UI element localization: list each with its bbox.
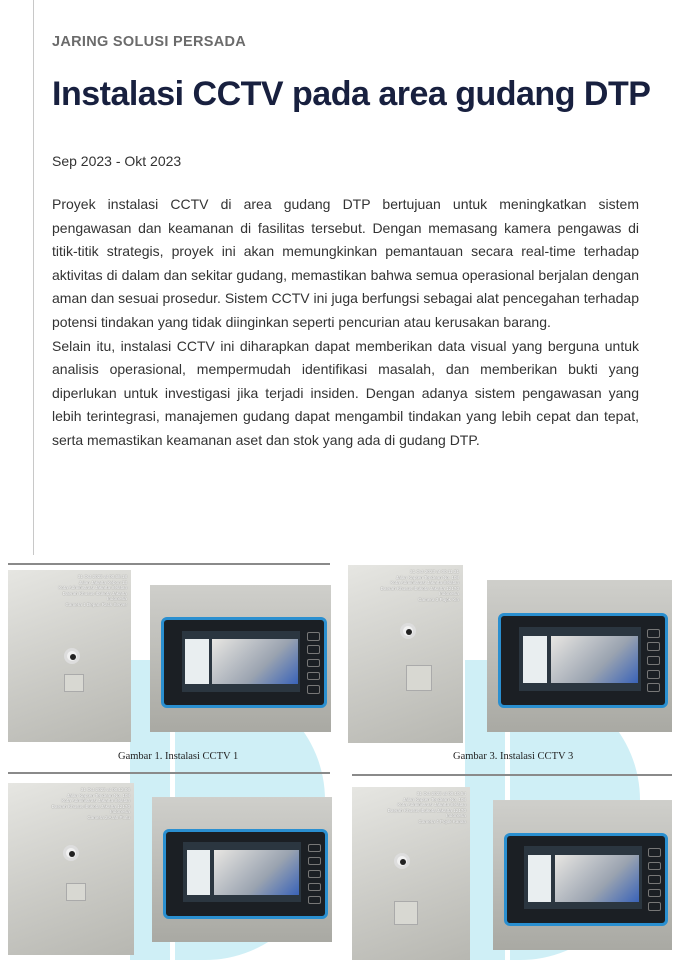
monitor-device-photo-2 xyxy=(152,797,332,942)
junction-box xyxy=(66,883,86,901)
camera-icon xyxy=(394,853,410,869)
divider xyxy=(8,563,330,565)
camera-icon xyxy=(63,845,79,861)
monitor-device-photo-4 xyxy=(493,800,672,950)
junction-box xyxy=(64,674,84,692)
photo-stamp: 31 Oct 2023 at 00.10.54 Jalan Kapten Tendean No. 108 Kota Administrasi Jakarta Selatan Daerah Khusus Ibukota Jakarta 12170 Indonesia Camera 4 Pojok Kanan xyxy=(387,791,466,824)
margin-rule xyxy=(33,0,34,555)
cctv-camera-photo-4 xyxy=(352,787,470,960)
junction-box xyxy=(406,665,432,691)
monitor-device-photo-3 xyxy=(487,580,672,732)
project-date: Sep 2023 - Okt 2023 xyxy=(52,153,182,169)
junction-box xyxy=(394,901,418,925)
paragraph: Proyek instalasi CCTV di area gudang DTP bertujuan untuk meningkatkan sistem pengawasan dan keamanan di fasilitas tersebut. Dengan memasang kamera pengawas di titik-titik strategis, proyek ini akan memungkinkan pemantauan secara real-time terhadap aktivitas di dalam dan sekitar gudang, memastikan bahwa semua operasional berjalan dengan aman dan sesuai prosedur. Sistem CCTV ini juga berfungsi sebagai alat pencegahan terhadap potensi tindakan yang tidak diinginkan seperti pencurian atau kerusakan barang. xyxy=(52,196,639,330)
camera-icon xyxy=(64,648,80,664)
monitor-device-photo-1 xyxy=(150,585,331,732)
cctv-camera-photo-1 xyxy=(8,570,131,742)
divider xyxy=(352,774,672,776)
company-name: JARING SOLUSI PERSADA xyxy=(52,34,247,50)
page-title: Instalasi CCTV pada area gudang DTP xyxy=(52,75,651,113)
photo-stamp: 31 Oct 2023 at 00.12.06 Jalan Kapten Tendean No. 108 Kota Administrasi Jakarta Selatan Daerah Khusus Ibukota Jakarta 12170 Indonesia Camera 2 Arah Pintu xyxy=(51,787,130,820)
cctv-camera-photo-2 xyxy=(8,783,134,955)
figure-caption: Gambar 1. Instalasi CCTV 1 xyxy=(118,751,239,762)
divider xyxy=(8,772,330,774)
project-description xyxy=(52,193,639,453)
paragraph: Selain itu, instalasi CCTV ini diharapkan dapat memberikan data visual yang berguna untuk analisis operasional, mempermudah identifikasi masalah, dan memberikan bukti yang diperlukan untuk investigasi jika terjadi insiden. Dengan adanya sistem pengawasan yang lebih terintegrasi, manajemen gudang dapat mengambil tindakan yang lebih cepat dan tepat, serta memastikan keamanan aset dan stok yang ada di gudang DTP. xyxy=(52,337,639,448)
cctv-camera-photo-3 xyxy=(348,565,463,743)
figure-caption: Gambar 3. Instalasi CCTV 3 xyxy=(453,751,574,762)
camera-icon xyxy=(400,623,416,639)
photo-stamp: 31 Oct 2023 at 00.58.18 Jalan Jakarta Kebon 13 Kota Administrasi Jakarta Selatan Daerah Khusus Ibukota Jakarta Indonesia Camera 1 Depan Rack Server xyxy=(58,574,127,607)
photo-stamp: 31 Oct 2023 at 00.11.31 Jalan Kapten Tendean No. 108 Kota Administrasi Jakarta Selatan Daerah Khusus Ibukota Jakarta 12170 Indonesia Camera 3 Pojok Kiri xyxy=(380,569,459,602)
